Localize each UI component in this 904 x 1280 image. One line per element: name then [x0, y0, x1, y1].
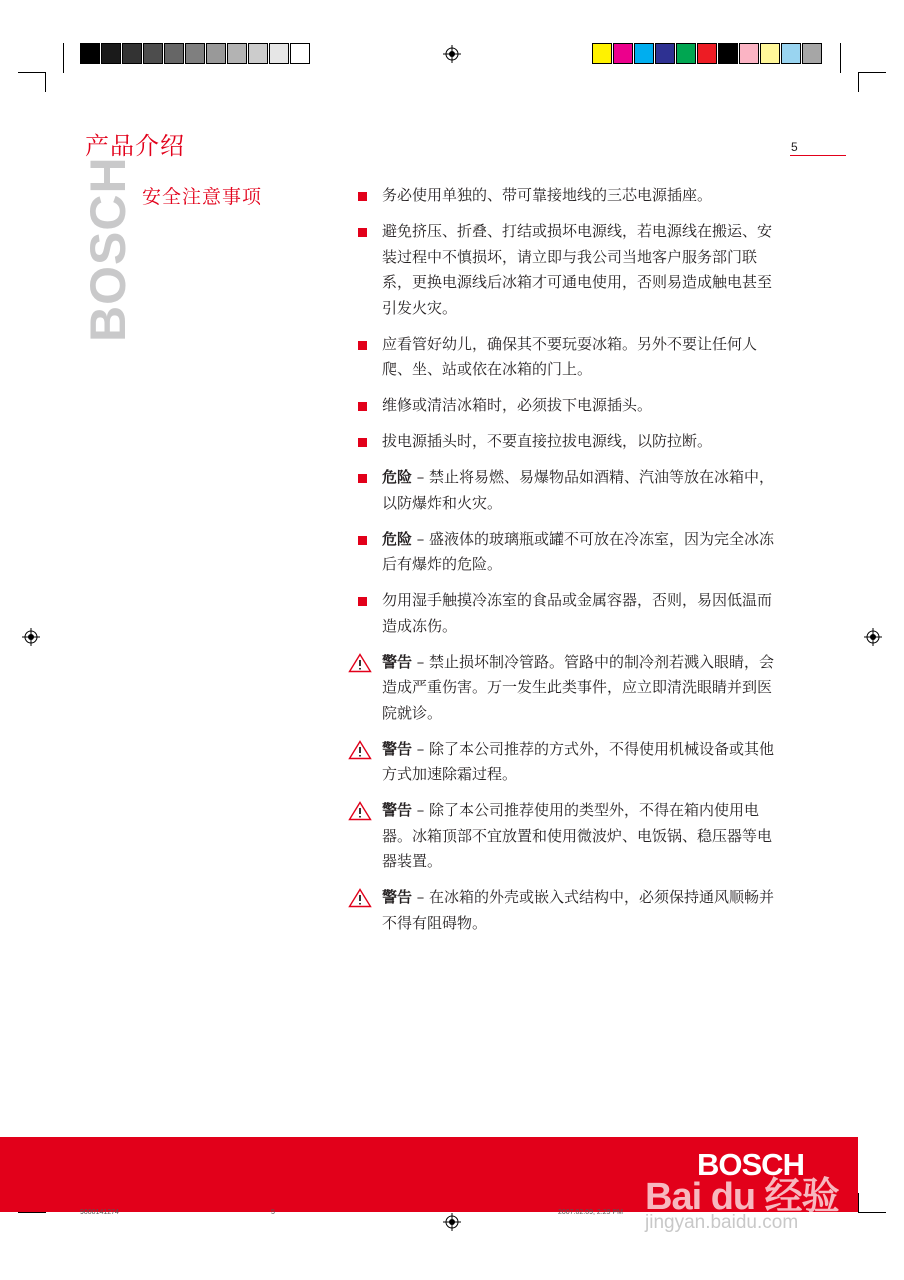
- safety-item: [348, 798, 784, 875]
- calibration-swatch: [290, 43, 310, 64]
- bullet-square-icon: [358, 192, 367, 201]
- notice-label: 警告: [382, 739, 413, 758]
- warning-triangle-icon: [348, 888, 372, 908]
- warning-triangle-icon: [348, 740, 372, 760]
- safety-subheading: 安全注意事项: [142, 186, 263, 208]
- grayscale-calibration-bar: [80, 43, 311, 64]
- bullet-square-icon: [358, 402, 367, 411]
- section-title: 产品介绍: [85, 132, 185, 160]
- notice-text: – 除了本公司推荐使用的类型外，不得在箱内使用电器。冰箱顶部不宜放置和使用微波炉、电饭锅、稳压器等电器装置。: [382, 801, 773, 870]
- crop-mark: [858, 72, 859, 92]
- calibration-swatch: [206, 43, 226, 64]
- notice-text: 勿用湿手触摸冷冻室的食品或金属容器，否则，易因低温而造成冻伤。: [382, 591, 773, 635]
- bullet-square-icon: [358, 536, 367, 545]
- bullet-square-icon: [358, 341, 367, 350]
- crop-mark: [858, 1193, 859, 1213]
- notice-text: 拔电源插头时，不要直接拉拔电源线，以防拉断。: [382, 432, 713, 450]
- notice-text: – 盛液体的玻璃瓶或罐不可放在冷冻室，因为完全冰冻后有爆炸的危险。: [382, 529, 775, 573]
- crop-mark: [45, 72, 46, 92]
- notice-text: 务必使用单独的、带可靠接地线的三芯电源插座。: [382, 186, 713, 204]
- watermark-main: Bai du 经验: [645, 1176, 839, 1218]
- calibration-swatch: [634, 43, 654, 64]
- safety-item: [348, 650, 784, 727]
- safety-item: [348, 737, 784, 788]
- calibration-swatch: [697, 43, 717, 64]
- notice-text: – 禁止损坏制冷管路。管路中的制冷剂若溅入眼睛，会造成严重伤害。万一发生此类事件，应立即清洗眼睛并到医院就诊。: [382, 652, 775, 722]
- notice-text: 应看管好幼儿，确保其不要玩耍冰箱。另外不要让任何人爬、坐、站或依在冰箱的门上。: [382, 334, 758, 378]
- safety-item: [348, 219, 784, 321]
- print-slug-date: 2007.02.09, 2:29 PM: [558, 1209, 623, 1216]
- crop-mark: [18, 1212, 46, 1213]
- calibration-swatch: [676, 43, 696, 64]
- calibration-swatch: [101, 43, 121, 64]
- crop-mark: [18, 72, 46, 73]
- watermark-url: jingyan.baidu.com: [645, 1212, 799, 1233]
- calibration-swatch: [718, 43, 738, 64]
- crop-mark: [63, 43, 64, 73]
- page-number-rule: [790, 155, 846, 156]
- safety-item: [348, 183, 784, 209]
- notice-text: 维修或清洁冰箱时，必须拔下电源插头。: [382, 396, 653, 414]
- calibration-swatch: [592, 43, 612, 64]
- footer-brand-logo: BOSCH: [697, 1147, 804, 1182]
- bullet-square-icon: [358, 597, 367, 606]
- calibration-swatch: [760, 43, 780, 64]
- notice-text: – 禁止将易燃、易爆物品如酒精、汽油等放在冰箱中，以防爆炸和火灾。: [382, 468, 775, 512]
- calibration-swatch: [248, 43, 268, 64]
- page-number: 5: [791, 140, 798, 154]
- calibration-swatch: [655, 43, 675, 64]
- notice-label: 危险: [382, 468, 413, 486]
- print-slug-job: 9000141274: [80, 1209, 119, 1216]
- notice-label: 警告: [382, 888, 413, 906]
- safety-item: [348, 588, 784, 639]
- calibration-swatch: [269, 43, 289, 64]
- safety-item: [348, 885, 784, 936]
- notice-text: – 在冰箱的外壳或嵌入式结构中，必须保持通风顺畅并不得有阻碍物。: [382, 888, 775, 932]
- bullet-square-icon: [358, 474, 367, 483]
- registration-mark-icon: [864, 628, 882, 646]
- registration-mark-icon: [443, 45, 461, 63]
- safety-item: [348, 393, 784, 419]
- calibration-swatch: [781, 43, 801, 64]
- safety-notice-list: [348, 183, 784, 947]
- print-slug-page: 5: [271, 1209, 275, 1216]
- calibration-swatch: [164, 43, 184, 64]
- calibration-swatch: [739, 43, 759, 64]
- bullet-square-icon: [358, 438, 367, 447]
- calibration-swatch: [80, 43, 100, 64]
- notice-label: 警告: [382, 801, 413, 819]
- crop-mark: [858, 1212, 886, 1213]
- warning-triangle-icon: [348, 653, 372, 673]
- bullet-square-icon: [358, 228, 367, 237]
- crop-mark: [840, 43, 841, 73]
- safety-item: [348, 465, 784, 516]
- calibration-swatch: [613, 43, 633, 64]
- registration-mark-icon: [22, 628, 40, 646]
- calibration-swatch: [185, 43, 205, 64]
- warning-triangle-icon: [348, 801, 372, 821]
- calibration-swatch: [802, 43, 822, 64]
- calibration-swatch: [143, 43, 163, 64]
- safety-item: [348, 429, 784, 455]
- safety-item: [348, 332, 784, 383]
- notice-text: 避免挤压、折叠、打结或损坏电源线，若电源线在搬运、安装过程中不慎损坏，请立即与我公司当地客户服务部门联系，更换电源线后冰箱才可通电使用，否则易造成触电甚至引发火灾。: [382, 222, 773, 317]
- calibration-swatch: [227, 43, 247, 64]
- calibration-swatch: [122, 43, 142, 64]
- brand-logo-vertical: BOSCH: [80, 156, 136, 342]
- notice-text: – 除了本公司推荐的方式外，不得使用机械设备或其他方式加速除霜过程。: [382, 739, 775, 783]
- notice-label: 危险: [382, 529, 413, 548]
- crop-mark: [858, 72, 886, 73]
- registration-mark-icon: [443, 1213, 461, 1231]
- color-calibration-bar: [592, 43, 823, 64]
- notice-label: 警告: [382, 652, 413, 671]
- safety-item: [348, 527, 784, 578]
